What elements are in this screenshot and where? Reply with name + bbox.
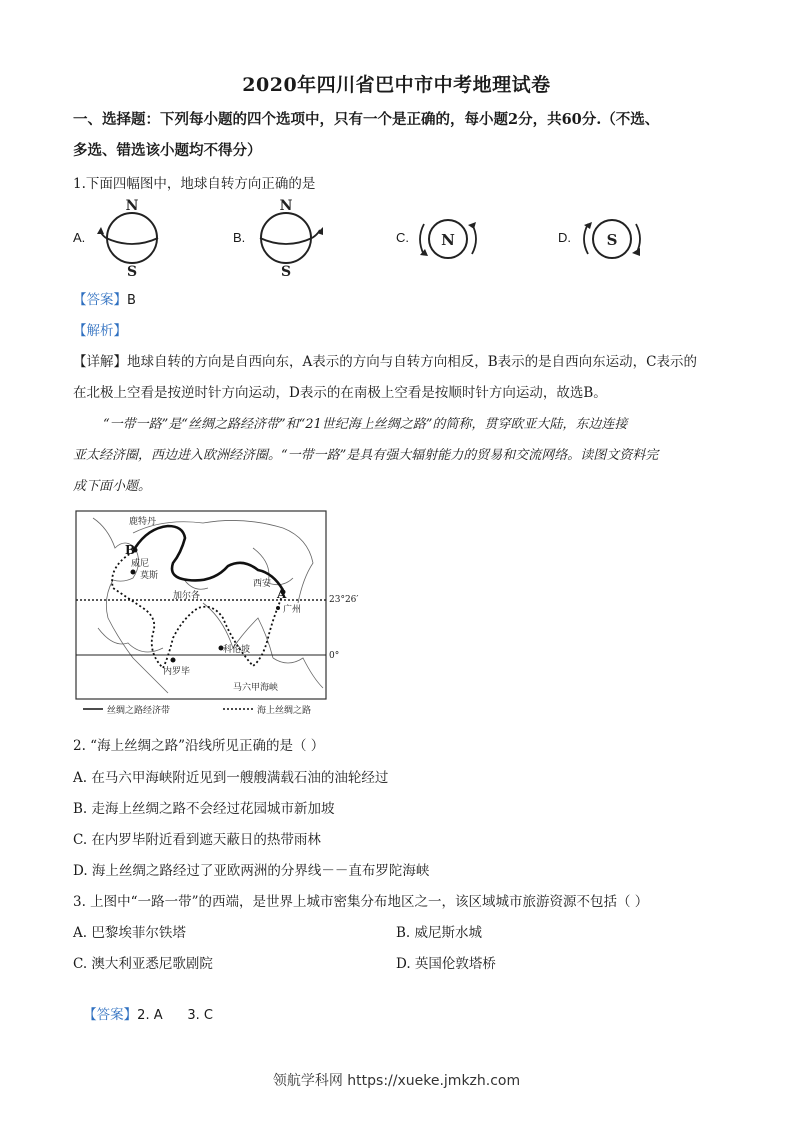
q1-answer-value: B: [127, 293, 136, 308]
globe-diagram-b: [250, 196, 330, 278]
equator-label: 0°: [329, 651, 340, 661]
q3-option-b: B. 威尼斯水城: [396, 925, 483, 941]
q1-stem: 1.下面四幅图中，地球自转方向正确的是: [73, 176, 316, 192]
label-b: B: [125, 543, 136, 557]
south-letter: S: [280, 264, 292, 278]
passage-line3: 成下面小题。: [73, 479, 152, 494]
detail-text-1: 地球自转的方向是自西向东，A表示的方向与自转方向相反，B表示的是自西向东运动，C表示的: [127, 354, 697, 370]
q3-option-d: D. 英国伦敦塔桥: [396, 956, 496, 972]
label-colombo: 科伦坡: [223, 645, 251, 655]
south-pole-letter: S: [606, 231, 618, 249]
q3-option-a: A. 巴黎埃菲尔铁塔: [73, 925, 186, 941]
globe-diagram-a: [92, 196, 172, 278]
south-letter: S: [126, 264, 138, 278]
north-letter: N: [125, 198, 139, 214]
legend-belt-label: 丝绸之路经济带: [107, 706, 171, 716]
analysis-tag: 【解析】: [73, 323, 127, 339]
passage-line2: 亚太经济圈，西边进入欧洲经济圈。“一带一路”是具有强大辐射能力的贸易和交流网络。读图文资料完: [73, 448, 659, 463]
label-nairobi: 内罗毕: [163, 667, 191, 677]
belt-and-road-map: [73, 508, 363, 720]
north-pole-letter: N: [441, 231, 455, 249]
label-xian: 西安: [253, 579, 272, 589]
label-venice: 威尼: [131, 559, 150, 569]
arrow-up-icon: [468, 222, 476, 229]
label-guangzhou: 广州: [283, 605, 302, 615]
answer-tag: 【答案】: [73, 292, 127, 308]
label-rotterdam: 鹿特丹: [129, 517, 157, 527]
label-kolkata: 加尔各: [173, 591, 201, 601]
footer-watermark: 领航学科网 https://xueke.jmkzh.com: [272, 1073, 521, 1089]
polar-diagram-c: [410, 212, 490, 266]
q2-option-b: B. 走海上丝绸之路不会经过花园城市新加坡: [73, 801, 335, 817]
page-title: 2020年四川省巴中市中考地理试卷: [242, 74, 551, 96]
q2-q3-answer-value: 2. A 3. C: [137, 1008, 214, 1023]
arrow-left-icon: [97, 227, 104, 234]
passage-line1: “一带一路”是“丝绸之路经济带”和“21世纪海上丝绸之路”的简称，贯穿欧亚大陆，东边连接: [103, 417, 628, 432]
arrow-up-icon: [584, 222, 592, 229]
q1-answer-row: [73, 288, 136, 308]
q1-option-c-label: C.: [396, 230, 409, 245]
label-malacca: 马六甲海峡: [233, 683, 279, 693]
section-heading-line2: 多选、错选该小题均不得分）: [73, 142, 262, 159]
section-heading-line1: 一、选择题：下列每小题的四个选项中，只有一个是正确的，每小题2分，共60分.（不选、: [73, 111, 660, 128]
legend-road-label: 海上丝绸之路: [257, 706, 312, 716]
q1-detail-line1: [73, 350, 697, 370]
detail-tag: 【详解】: [73, 354, 127, 370]
q2-option-c: C. 在内罗毕附近看到遮天蔽日的热带雨林: [73, 832, 321, 848]
q2-stem: 2. “海上丝绸之路”沿线所见正确的是（ ）: [73, 738, 325, 754]
q3-stem: 3. 上图中“一路一带”的西端，是世界上城市密集分布地区之一，该区域城市旅游资源不包括（ ）: [73, 894, 649, 910]
q1-option-a-label: A.: [73, 230, 86, 245]
answer-tag: 【答案】: [83, 1007, 138, 1023]
q2-option-a: A. 在马六甲海峡附近见到一艘艘满载石油的油轮经过: [73, 770, 389, 786]
polar-diagram-d: [572, 212, 652, 266]
q1-detail-line2: 在北极上空看是按逆时针方向运动，D表示的在南极上空看是按顺时针方向运动，故选B。: [73, 385, 607, 401]
tropic-label: 23°26′: [329, 595, 359, 605]
q1-option-d-label: D.: [558, 230, 571, 245]
q2-option-d: D. 海上丝绸之路经过了亚欧两洲的分界线－－直布罗陀海峡: [73, 863, 430, 879]
q3-option-c: C. 澳大利亚悉尼歌剧院: [73, 956, 213, 972]
north-letter: N: [279, 198, 293, 214]
label-a: A: [277, 587, 287, 601]
arrow-down-icon: [632, 248, 640, 256]
q1-option-b-label: B.: [233, 230, 246, 245]
label-moscow: 莫斯: [140, 571, 159, 581]
q3-answer-row: [73, 984, 213, 1023]
